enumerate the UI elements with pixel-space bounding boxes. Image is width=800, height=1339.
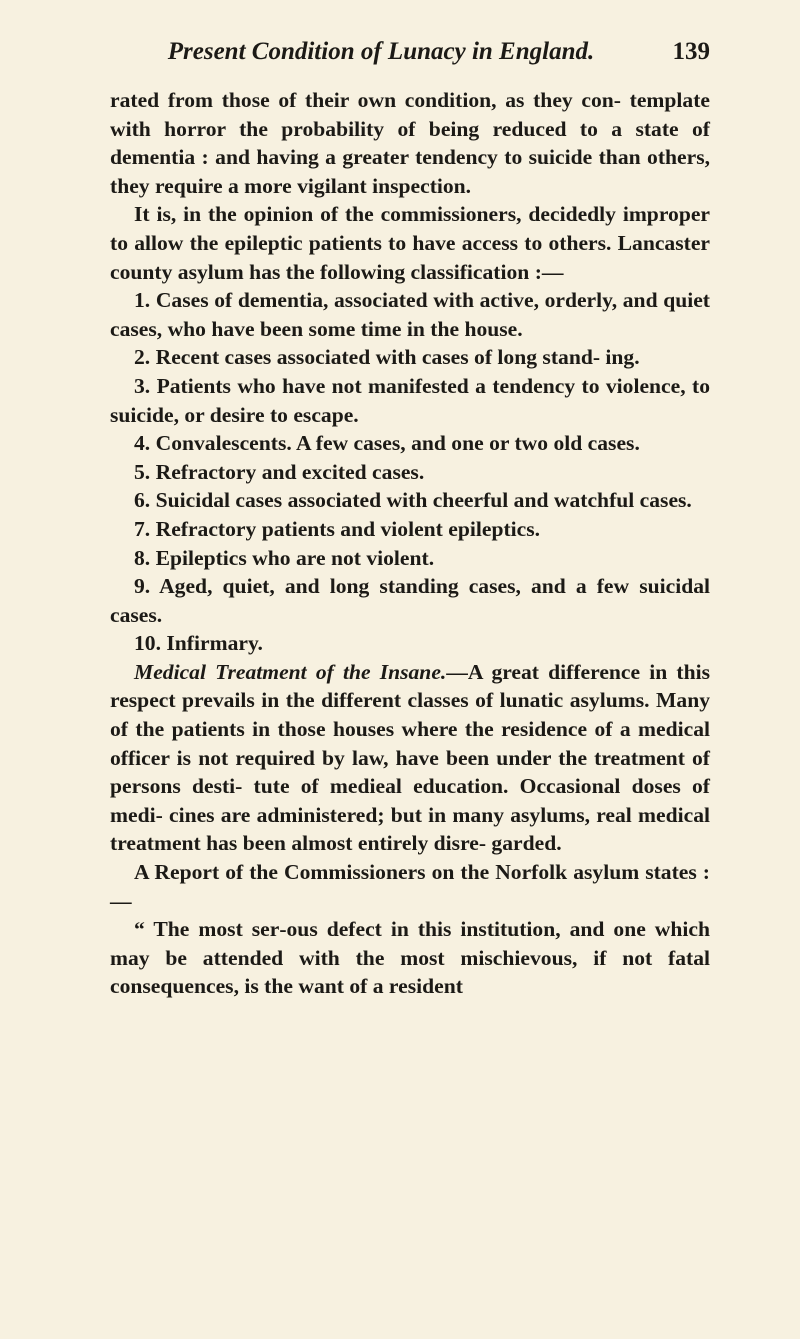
classification-list: [110, 286, 710, 658]
classification-item: 2. Recent cases associated with cases of long stand- ing.: [134, 345, 640, 370]
report-quotation: “ The most ser‑ous defect in this institution, and one which may be attended with the most mischievous, if not fatal consequences, is the want of a resident: [110, 917, 710, 999]
report-intro: A Report of the Commissioners on the Norfolk asylum states :—: [110, 860, 710, 913]
section-heading: Medical Treatment of the Insane.: [134, 659, 447, 684]
running-title: Present Condition of Lunacy in England.: [167, 38, 595, 65]
classification-item: 8. Epileptics who are not violent.: [134, 545, 435, 570]
classification-item: 9. Aged, quiet, and long standing cases, and a few suicidal cases.: [110, 574, 710, 627]
opening-paragraph: rated from those of their own condition, as they con- template with horror the probability of being reduced to a state of dementia : and having a greater tendency to suicide than others, they require a more vigilant inspection.: [110, 88, 710, 198]
page-number: 139: [672, 38, 710, 65]
classification-item: 3. Patients who have not manifested a tendency to violence, to suicide, or desire to escape.: [110, 373, 710, 427]
classification-item: 4. Convalescents. A few cases, and one or two old cases.: [134, 431, 640, 456]
medical-treatment-text: —A great difference in this respect prevails in the different classes of lunatic asylums. Many of the patients in those houses where the residence of a medical officer is not required by law, have been under the treatment of persons desti- tute of medieal education. Occasional doses of medi- cines are administered; but in many asylums, real medical treatment has been almost entirely disre- garded.: [110, 659, 710, 856]
body-text: [110, 86, 710, 1001]
classification-item: 7. Refractory patients and violent epileptics.: [134, 516, 541, 541]
running-head: [110, 38, 710, 86]
medical-treatment-paragraph: [110, 658, 710, 858]
classification-item: 1. Cases of dementia, associated with active, orderly, and quiet cases, who have been some time in the house.: [110, 288, 710, 341]
classification-item: 6. Suicidal cases associated with cheerful and watchful cases.: [134, 488, 692, 513]
epileptic-paragraph: It is, in the opinion of the commissioners, decidedly improper to allow the epileptic patients to have access to others. Lancaster county asylum has the following classification :—: [110, 202, 710, 284]
classification-item: 5. Refractory and excited cases.: [134, 459, 425, 484]
classification-item: 10. Infirmary.: [134, 631, 263, 656]
